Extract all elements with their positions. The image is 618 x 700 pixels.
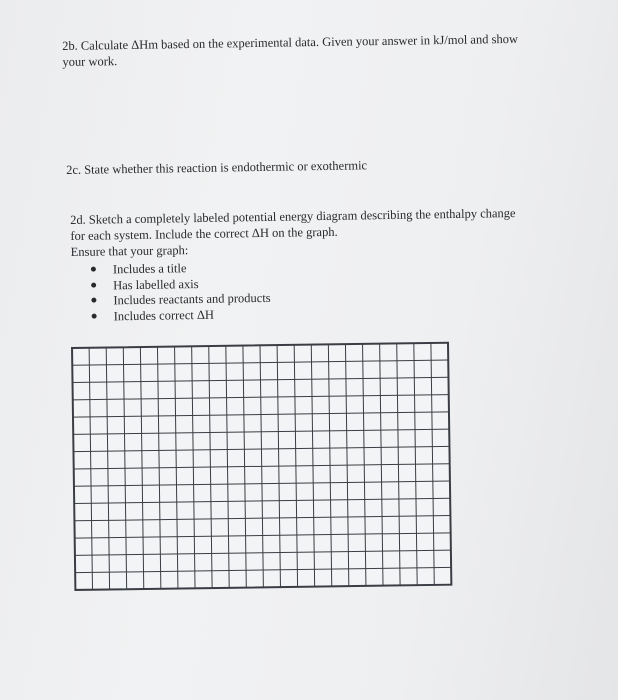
bullet-icon <box>91 267 96 272</box>
question-2c <box>66 155 506 178</box>
question-2b-line-1: 2b. Calculate ΔHm based on the experimental data. Given your answer in kJ/mol and show <box>62 31 519 53</box>
question-2b-line-2: your work. <box>62 54 118 69</box>
bullet-icon <box>91 282 96 287</box>
question-2c-text: 2c. State whether this reaction is endothermic or exothermic <box>66 158 368 177</box>
list-item: Has labelled axis <box>71 270 561 293</box>
graph-grid <box>70 341 453 592</box>
question-2d <box>70 204 562 324</box>
list-item: Includes correct ΔH <box>72 301 562 324</box>
question-2d-line-2: for each system. Include the correct ΔH on the graph. <box>70 224 338 243</box>
list-item: Includes reactants and products <box>71 285 561 308</box>
question-2d-line-1: 2d. Sketch a completely labeled potential energy diagram describing the enthalpy change <box>70 206 516 227</box>
graph-grid-lines <box>70 341 453 592</box>
ensure-heading: Ensure that your graph: <box>70 243 189 259</box>
bullet-icon <box>92 313 97 318</box>
question-2b <box>62 30 552 70</box>
list-item: Includes a title <box>71 254 561 277</box>
graph-requirements-list <box>71 254 562 324</box>
bullet-icon <box>91 298 96 303</box>
